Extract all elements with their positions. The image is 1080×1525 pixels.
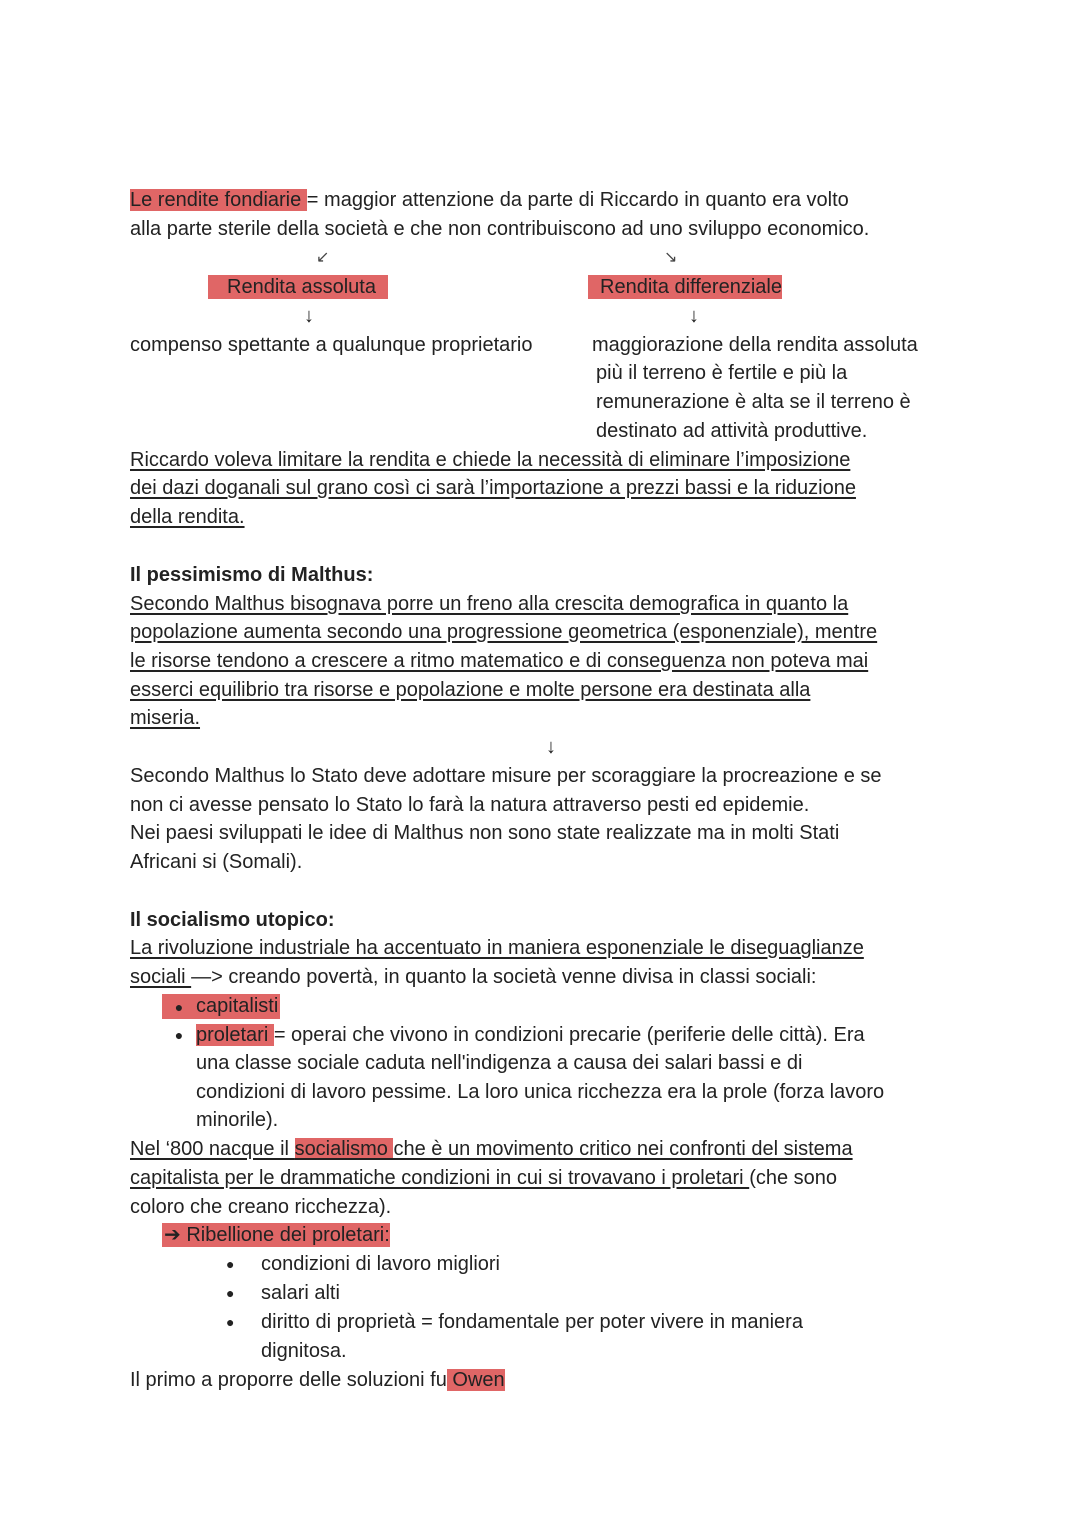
socialismo-intro — [130, 965, 817, 989]
proletari-desc: minorile). — [196, 1109, 279, 1131]
highlight-term: proletari — [196, 1024, 274, 1046]
arrow-down-icon: ↓ — [304, 305, 314, 327]
rendite-line-1 — [130, 188, 849, 212]
malthus-para2: Nei paesi sviluppati le idee di Malthus non sono state realizzate ma in molti Stati — [130, 822, 840, 844]
owen-line — [130, 1368, 505, 1392]
riccardo-note: dei dazi doganali sul grano così ci sarà l’importazione a prezzi bassi e la riduzione — [130, 477, 856, 499]
proletari-desc: condizioni di lavoro pessime. La loro unica ricchezza era la prole (forza lavoro — [196, 1081, 885, 1103]
rendita-assoluta-desc: compenso spettante a qualunque proprietario — [130, 334, 533, 356]
text: Nel ‘800 nacque il — [130, 1138, 295, 1160]
richiesta-item: diritto di proprietà = fondamentale per poter vivere in maniera — [261, 1311, 803, 1333]
bullet-capitalisti — [162, 994, 280, 1019]
malthus-para: le risorse tendono a crescere a ritmo matematico e di conseguenza non poteva mai — [130, 650, 869, 672]
text: = operai che vivono in condizioni precarie (periferie delle città). Era — [273, 1024, 865, 1046]
socialismo-para — [130, 1166, 837, 1190]
bullet-icon: ● — [226, 1256, 235, 1272]
rendita-differenziale-desc: più il terreno è fertile e più la — [596, 362, 848, 384]
arrow-down-icon: ↓ — [546, 736, 556, 758]
bullet-icon: ● — [174, 1027, 184, 1043]
socialismo-para: coloro che creano ricchezza). — [130, 1196, 392, 1218]
riccardo-note: Riccardo voleva limitare la rendita e chiede la necessità di eliminare l’imposizione — [130, 449, 851, 471]
rendita-differenziale-desc: destinato ad attività produttive. — [596, 420, 868, 442]
rendita-differenziale-title: Rendita differenziale — [588, 275, 782, 299]
text: sociali — [130, 966, 192, 988]
malthus-para2: Secondo Malthus lo Stato deve adottare misure per scoraggiare la procreazione e se — [130, 765, 882, 787]
malthus-para2: Africani si (Somali). — [130, 851, 303, 873]
highlight-term: Owen — [446, 1369, 505, 1391]
riccardo-note: della rendita. — [130, 506, 245, 528]
arrow-down-icon: ↓ — [689, 305, 699, 327]
malthus-heading: Il pessimismo di Malthus: — [130, 564, 374, 586]
malthus-para: Secondo Malthus bisognava porre un freno alla crescita demografica in quanto la — [130, 593, 849, 615]
rendita-assoluta-title: Rendita assoluta — [208, 275, 388, 299]
richiesta-item: condizioni di lavoro migliori — [261, 1253, 500, 1275]
richiesta-item: salari alti — [261, 1282, 340, 1304]
richiesta-item: dignitosa. — [261, 1340, 347, 1362]
bullet-icon: ● — [226, 1285, 235, 1301]
text: = maggior attenzione da parte di Riccardo in quanto era volto — [306, 189, 849, 211]
text: che è un movimento critico nei confronti del sistema — [393, 1138, 853, 1160]
text: Il primo a proporre delle soluzioni fu — [130, 1369, 447, 1391]
proletari-desc: una classe sociale caduta nell'indigenza a causa dei salari bassi e di — [196, 1052, 803, 1074]
malthus-para: popolazione aumenta secondo una progressione geometrica (esponenziale), mentre — [130, 621, 878, 643]
arrow-down-right-icon: ↘ — [664, 249, 678, 266]
highlight-term: Le rendite fondiarie — [130, 189, 307, 211]
socialismo-heading: Il socialismo utopico: — [130, 909, 335, 931]
text: (che sono — [749, 1167, 838, 1189]
socialismo-intro: La rivoluzione industriale ha accentuato in maniera esponenziale le diseguaglianze — [130, 937, 864, 959]
text: —> creando povertà, in quanto la società venne divisa in classi sociali: — [191, 966, 817, 988]
highlight-term: socialismo — [294, 1138, 394, 1160]
text: capitalista per le drammatiche condizioni in cui si trovavano i proletari — [130, 1167, 750, 1189]
malthus-para: esserci equilibrio tra risorse e popolazione e molte persone era destinata alla — [130, 679, 811, 701]
rendita-differenziale-desc: maggiorazione della rendita assoluta — [592, 334, 918, 356]
ribellione-heading: ➔ Ribellione dei proletari: — [164, 1224, 390, 1246]
text: capitalisti — [196, 995, 279, 1017]
socialismo-para — [130, 1137, 853, 1161]
bullet-icon: ● — [174, 999, 184, 1015]
rendita-differenziale-desc: remunerazione è alta se il terreno è — [596, 391, 911, 413]
arrow-down-left-icon: ↙ — [316, 249, 330, 266]
malthus-para: miseria. — [130, 707, 201, 729]
rendite-line-2: alla parte sterile della società e che non contribuiscono ad uno sviluppo economico. — [130, 218, 870, 240]
bullet-icon: ● — [226, 1314, 235, 1330]
malthus-para2: non ci avesse pensato lo Stato lo farà la natura attraverso pesti ed epidemie. — [130, 794, 810, 816]
bullet-proletari — [196, 1023, 865, 1047]
